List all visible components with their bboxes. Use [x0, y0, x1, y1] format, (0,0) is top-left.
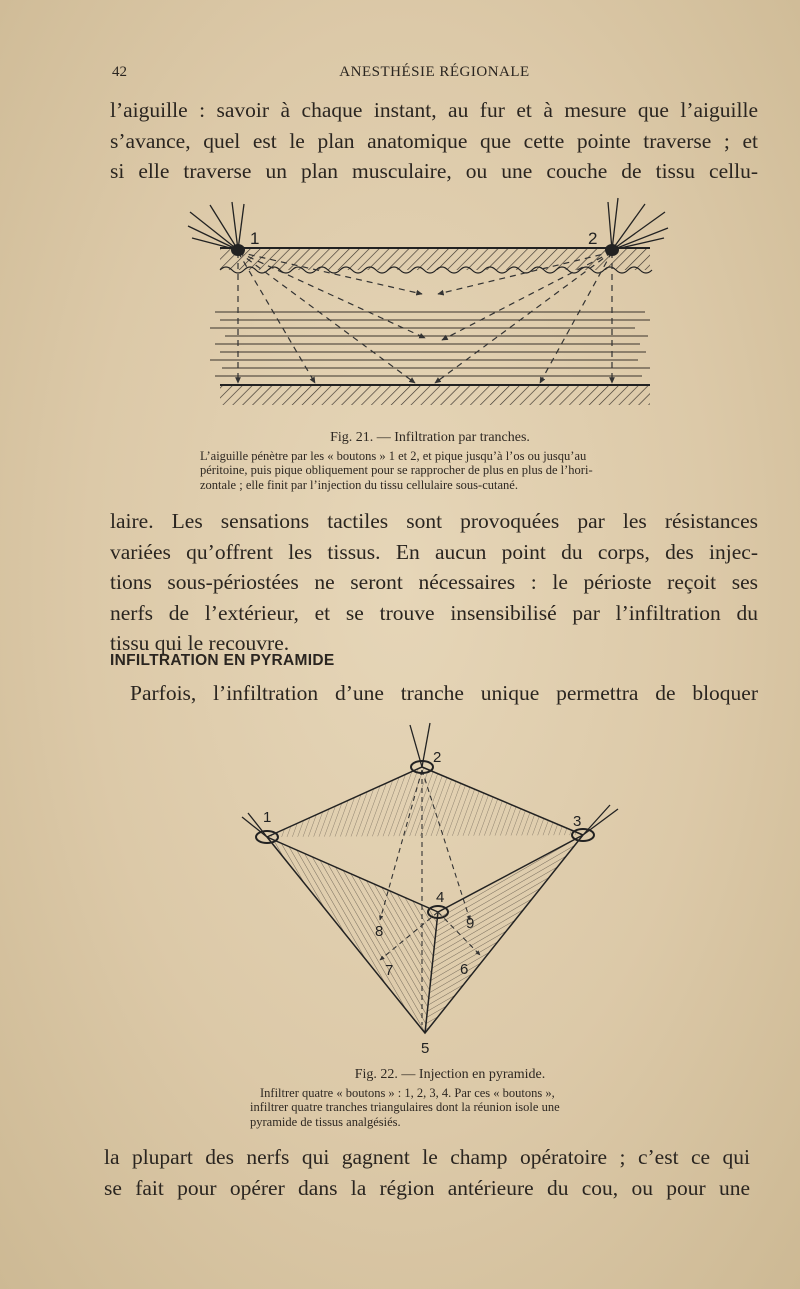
needle-icon-left: [188, 202, 244, 250]
text-line: variées qu’offrent les tissus. En aucun point du corps, des injec-: [110, 539, 758, 564]
label-9: 9: [466, 915, 475, 932]
label-2: 2: [433, 749, 442, 766]
figure-title: Fig. 21. — Infiltration par tranches.: [330, 430, 530, 445]
injection-button-1: [231, 244, 245, 256]
muscle-layers: [210, 312, 650, 376]
text-line: la plupart des nerfs qui gagnent le champ opératoire ; c’est ce qui: [104, 1145, 750, 1169]
bone-layer: [220, 385, 650, 405]
label-1: 1: [263, 809, 272, 826]
paragraph-3: [130, 678, 758, 709]
label-3: 3: [573, 813, 582, 830]
caption-line: péritoine, puis pique obliquement pour se rapprocher de plus en plus de l’hori-: [200, 463, 593, 477]
label-7: 7: [385, 962, 394, 979]
caption-line: pyramide de tissus analgésiés.: [250, 1114, 401, 1129]
text-line: s’avance, quel est le plan anatomique que cette pointe traverse ; et: [110, 128, 758, 153]
figure-21-caption: [200, 431, 660, 492]
figure-title: Fig. 22. — Injection en pyramide.: [354, 1067, 546, 1082]
paragraph-1: [110, 95, 758, 187]
text-line: tions sous-périostées ne seront nécessaires : le périoste reçoit ses: [110, 570, 758, 594]
text-line: nerfs de l’extérieur, et se trouve insensibilisé par l’infiltration du: [110, 600, 758, 625]
running-head: [112, 64, 757, 84]
text-line: tissu qui le recouvre.: [110, 631, 290, 655]
caption-line: zontale ; elle finit par l’injection du tissu cellulaire sous-cutané.: [200, 477, 518, 492]
text-line: se fait pour opérer dans la région antérieure du cou, ou pour une: [104, 1175, 750, 1200]
figure-21-illustration: [180, 190, 680, 415]
running-title: ANESTHÉSIE RÉGIONALE: [339, 64, 530, 80]
needle-icon-right: [608, 198, 668, 250]
text-line: laire. Les sensations tactiles sont provoquées par les résistances: [110, 509, 758, 533]
label-8: 8: [375, 923, 384, 940]
label-2: 2: [588, 229, 598, 248]
figure-22-illustration: [230, 715, 630, 1060]
label-4: 4: [436, 889, 445, 906]
label-1: 1: [250, 229, 260, 248]
label-5: 5: [421, 1040, 430, 1057]
injection-button-2: [605, 244, 619, 256]
left-face: [267, 837, 438, 1033]
caption-line: L’aiguille pénètre par les « boutons » 1 et 2, et pique jusqu’à l’os ou jusqu’au: [200, 448, 587, 463]
text-line: si elle traverse un plan musculaire, ou une couche de tissu cellu-: [110, 159, 758, 183]
text-line: Parfois, l’infiltration d’une tranche unique permettra de bloquer: [130, 681, 758, 705]
paragraph-4: [104, 1142, 750, 1203]
label-6: 6: [460, 961, 469, 978]
top-face: [267, 767, 583, 837]
caption-line: Infiltrer quatre « boutons » : 1, 2, 3, 4. Par ces « boutons »,: [260, 1085, 555, 1100]
paragraph-2: [110, 506, 758, 659]
section-heading: INFILTRATION EN PYRAMIDE: [110, 652, 335, 669]
figure-22-caption: [250, 1068, 650, 1129]
text-line: l’aiguille : savoir à chaque instant, au fur et à mesure que l’aiguille: [110, 98, 758, 122]
page-number: 42: [112, 64, 127, 80]
caption-line: infiltrer quatre tranches triangulaires dont la réunion isole une: [250, 1100, 560, 1114]
